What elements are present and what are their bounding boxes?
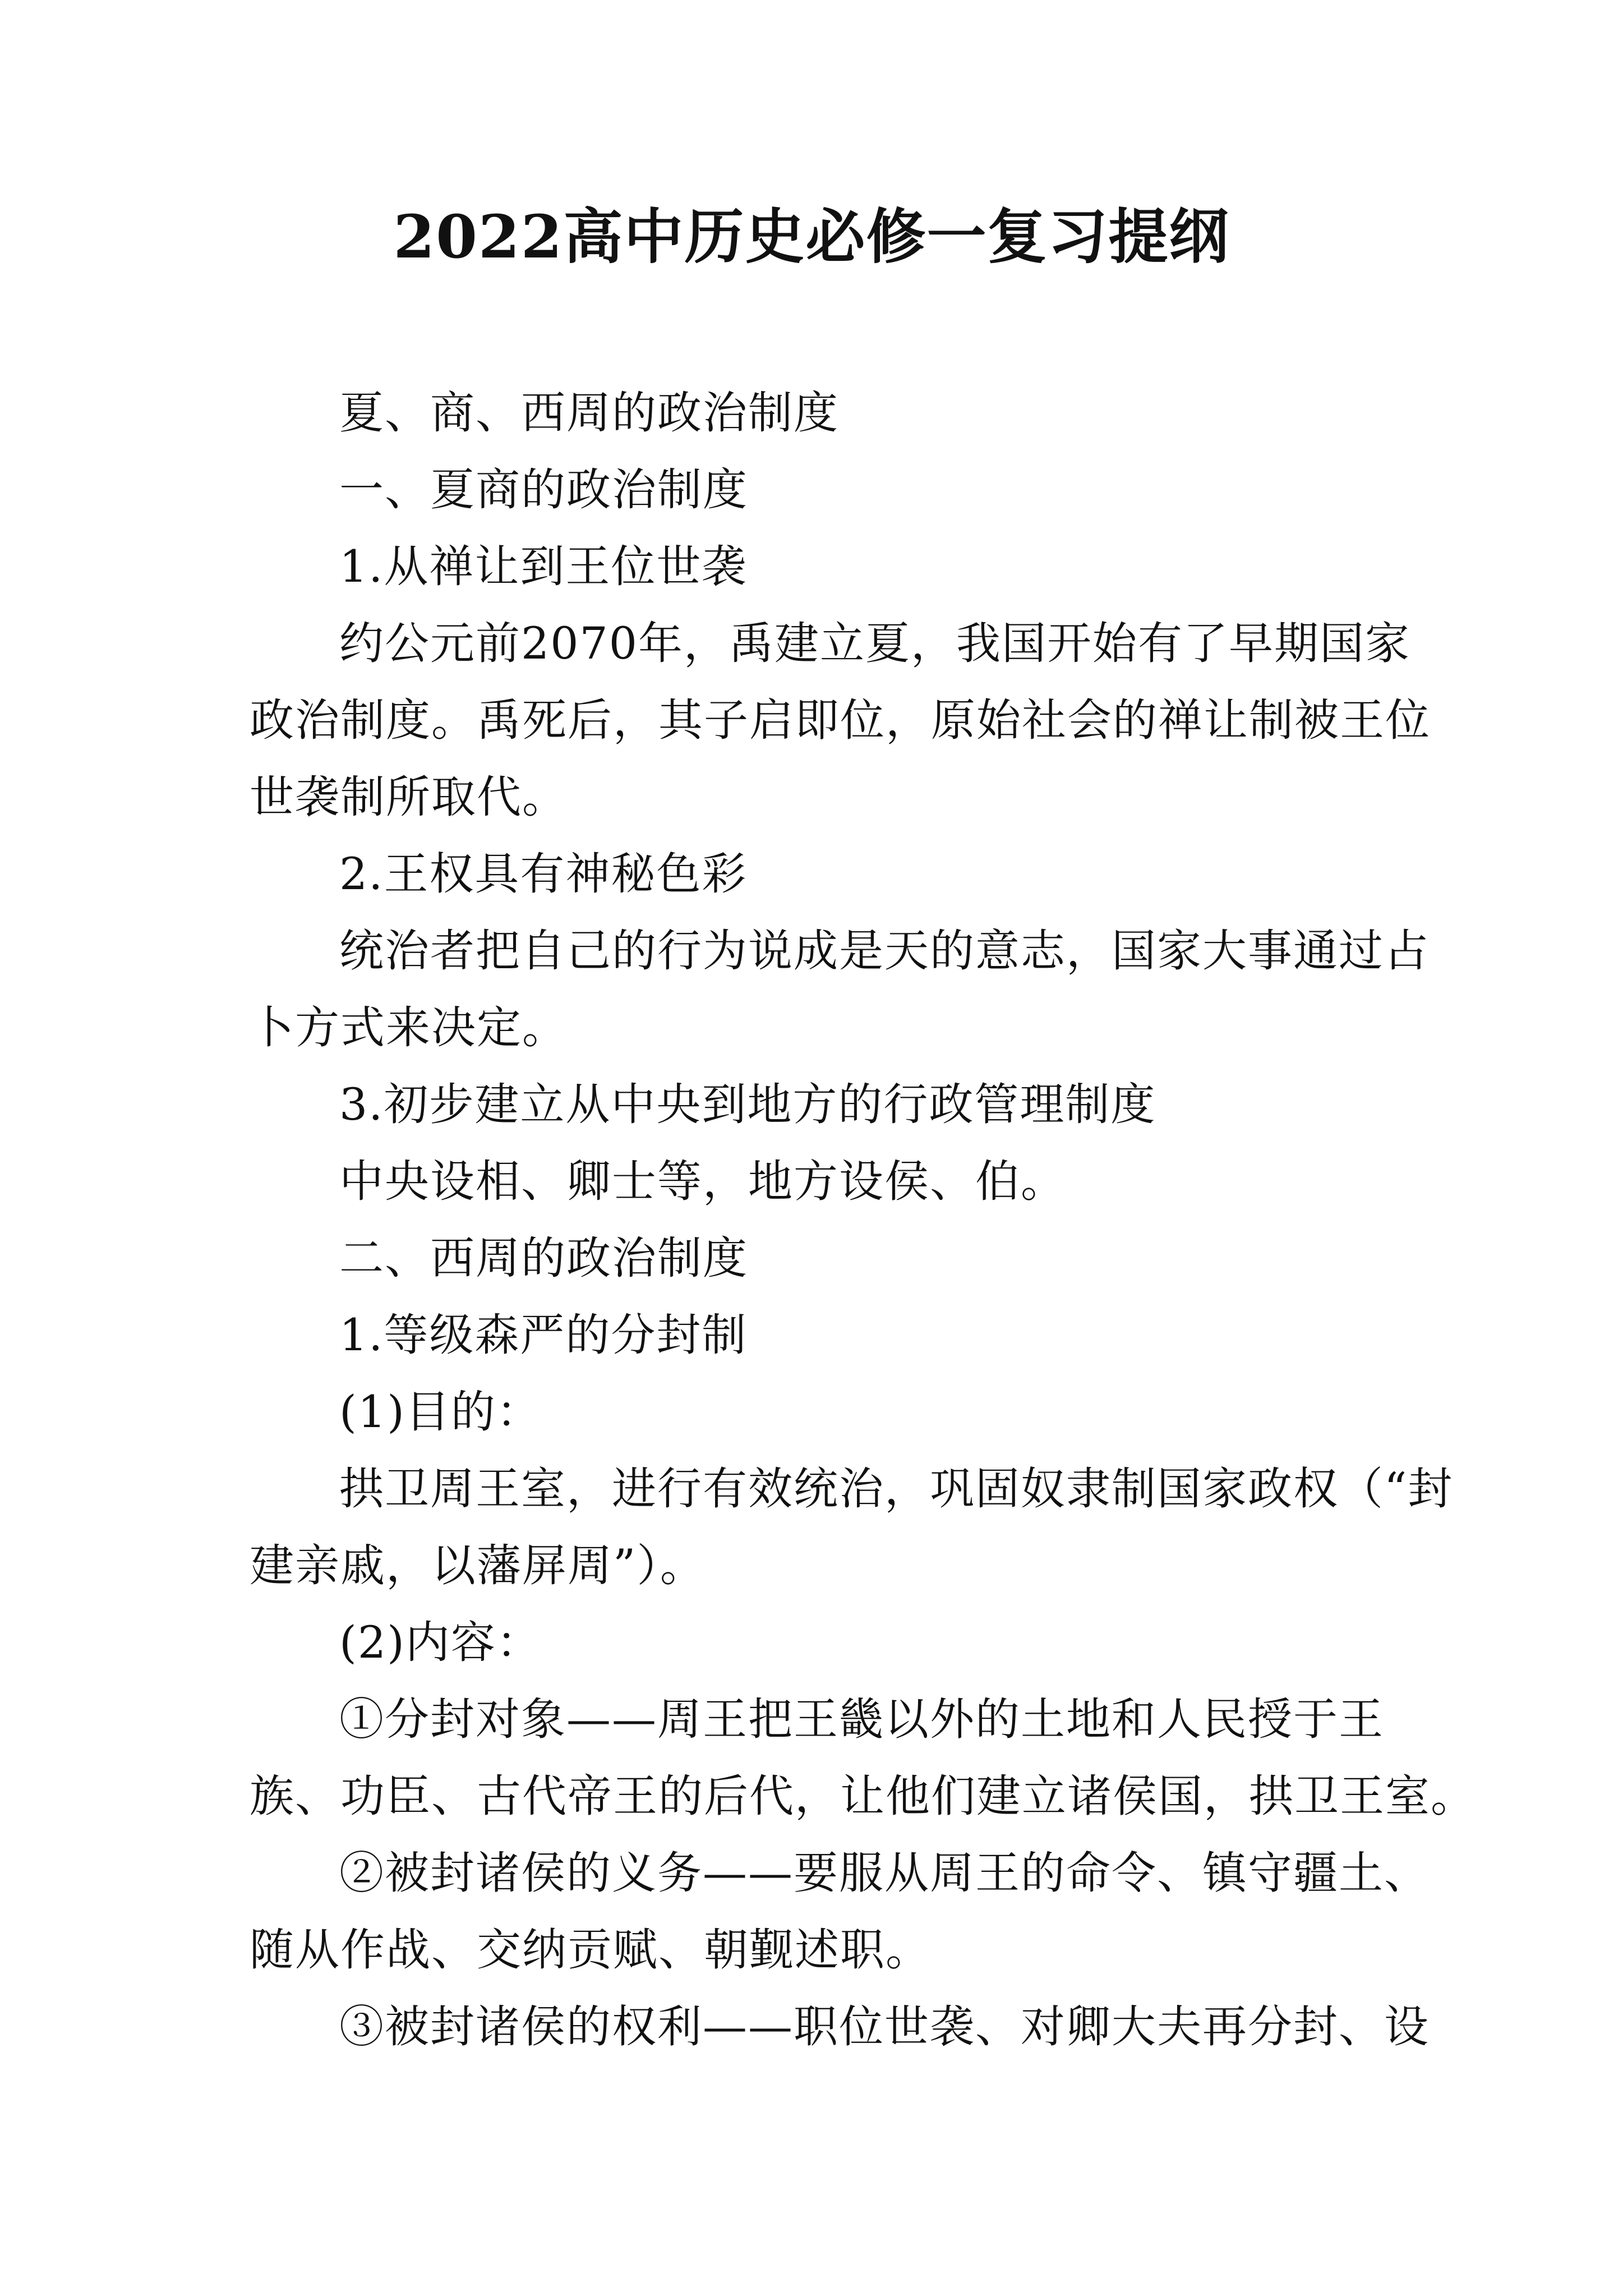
text-line: 卜方式来决定。 (250, 1002, 568, 1053)
text-line: 中央设相、卿士等，地方设侯、伯。 (339, 1156, 1066, 1207)
text-line: 统治者把自己的行为说成是天的意志，国家大事通过占 (339, 925, 1430, 977)
text-line: 族、功臣、古代帝王的后代，让他们建立诸侯国，拱卫王室。 (250, 1770, 1476, 1822)
text-line: 二、西周的政治制度 (339, 1232, 748, 1284)
text-line: ①分封对象——周王把王畿以外的土地和人民授于王 (339, 1694, 1384, 1745)
text-line: 一、夏商的政治制度 (339, 464, 748, 516)
text-line: ③被封诸侯的权利——职位世袭、对卿大夫再分封、设 (339, 2001, 1430, 2053)
text-line: (1)目的： (339, 1386, 542, 1438)
text-line: 拱卫周王室，进行有效统治，巩固奴隶制国家政权（“封 (339, 1463, 1454, 1515)
text-line: ②被封诸侯的义务——要服从周王的命令、镇守疆土、 (339, 1847, 1430, 1899)
document-body (250, 375, 1476, 2065)
text-line: 3.初步建立从中央到地方的行政管理制度 (339, 1079, 1156, 1130)
text-line: 1.从禅让到王位世袭 (339, 541, 748, 592)
text-line: 政治制度。禹死后，其子启即位，原始社会的禅让制被王位 (250, 694, 1431, 746)
text-line: 约公元前2070年，禹建立夏，我国开始有了早期国家 (339, 618, 1411, 669)
text-line: 世袭制所取代。 (250, 771, 568, 823)
text-line: 夏、商、西周的政治制度 (339, 387, 839, 439)
text-line: 建亲戚，以藩屏周”）。 (250, 1540, 706, 1591)
text-line: 2.王权具有神秘色彩 (339, 848, 748, 900)
text-line: 1.等级森严的分封制 (339, 1309, 748, 1361)
page-title: 2022高中历史必修一复习提纲 (393, 201, 1230, 272)
text-line: 随从作战、交纳贡赋、朝觐述职。 (250, 1924, 931, 1976)
text-line: (2)内容： (339, 1617, 542, 1668)
